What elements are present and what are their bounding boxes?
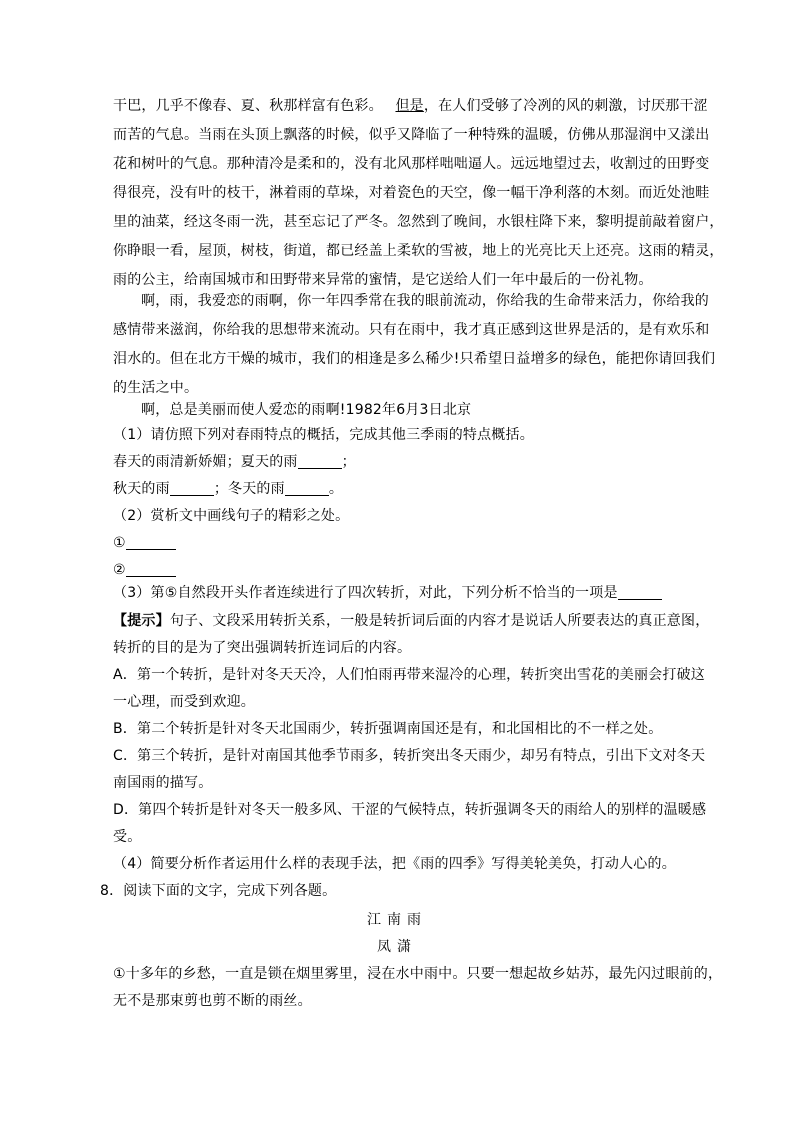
circled-number-1: ① [113, 535, 126, 551]
question-4-prompt: （4）简要分析作者运用什么样的表现手法，把《雨的四季》写得美轮美奂，打动人心的。 [113, 856, 676, 872]
answer-blank-q2-1[interactable] [126, 533, 176, 550]
passage-line-4: 得很亮，没有叶的枝干，淋着雨的草垛，对着瓷色的天空，像一幅干净利落的木刻。而近处池畦 [113, 185, 710, 201]
section-8-prompt: 8．阅读下面的文字，完成下列各题。 [100, 883, 337, 899]
answer-blank-q3[interactable] [618, 583, 662, 600]
paragraph-2-line-2: 感情带来滋润，你给我的思想带来流动。只有在雨中，我才真正感到这世界是活的，是有欢乐和 [113, 322, 710, 338]
paragraph-3-line-1: 啊，总是美丽而使人爱恋的雨啊!1982年6月3日北京 [141, 402, 472, 418]
article-author: 凤潇 [377, 939, 417, 955]
paragraph-2-line-4: 的生活之中。 [113, 380, 199, 396]
option-d-line-2: 受。 [113, 829, 142, 845]
underlined-sentence: 但是 [395, 98, 424, 114]
passage-line-6: 你睁眼一看，屋顶，树枝，街道，都已经盖上柔软的雪被，地上的光亮比天上还亮。这雨的精灵， [113, 243, 724, 259]
option-c-line-2: 南国雨的描写。 [113, 775, 213, 791]
option-a-line-2: 一心理，而受到欢迎。 [113, 694, 255, 710]
article-title: 江南雨 [367, 912, 427, 928]
circled-number-2: ② [113, 562, 126, 578]
option-a-line-1: A．第一个转折，是针对冬天天冷，人们怕雨再带来湿冷的心理，转折突出雪花的美丽会打破这 [113, 667, 705, 683]
question-text: ； [341, 454, 356, 470]
answer-blank-q2-2[interactable] [126, 560, 176, 577]
question-text: （3）第⑤自然段开头作者连续进行了四次转折，对此，下列分析不恰当的一项是 [113, 585, 618, 601]
question-1-prompt: （1）请仿照下列对春雨特点的概括，完成其他三季雨的特点概括。 [113, 427, 534, 443]
hint-line-2: 转折的目的是为了突出强调转折连词后的内容。 [113, 640, 412, 656]
question-2-answer-1 [113, 529, 176, 558]
passage-line-3: 花和树叶的气息。那种清冷是柔和的，没有北风那样咄咄逼人。远远地望过去，收割过的田野变 [113, 156, 710, 172]
question-text: 春天的雨清新娇媚；夏天的雨 [113, 454, 298, 470]
paragraph-2-line-3: 泪水的。但在北方干燥的城市，我们的相逢是多么稀少!只希望日益增多的绿色，能把你请回我们 [113, 351, 716, 367]
passage-line-5: 里的油菜，经这冬雨一洗，甚至忘记了严冬。忽然到了晚间，水银柱降下来，黎明提前敲着窗户， [113, 214, 724, 230]
question-text: ；冬天的雨 [213, 481, 285, 497]
passage-line-1 [113, 92, 708, 121]
article-paragraph-1-line-2: 无不是那束剪也剪不断的雨丝。 [113, 993, 312, 1009]
option-b-line-1: B．第二个转折是针对冬天北国雨少，转折强调南国还是有，和北国相比的不一样之处。 [113, 721, 663, 737]
option-d-line-1: D．第四个转折是针对冬天一般多风、干涩的气候特点，转折强调冬天的雨给人的别样的温暖感 [113, 802, 707, 818]
answer-blank-summer[interactable] [298, 452, 342, 469]
question-1-line-2 [113, 475, 343, 504]
passage-line-2: 而苦的气息。当雨在头顶上飘落的时候，似乎又降临了一种特殊的温暖，仿佛从那湿润中又漾出 [113, 127, 710, 143]
passage-line-7: 雨的公主，给南国城市和田野带来异常的蜜情，是它送给人们一年中最后的一份礼物。 [113, 272, 653, 288]
answer-blank-autumn[interactable] [170, 479, 214, 496]
question-2-prompt: （2）赏析文中画线句子的精彩之处。 [113, 508, 350, 524]
hint-line-1 [113, 607, 709, 636]
passage-text: ，在人们受够了冷冽的风的刺激，讨厌那干涩 [423, 98, 708, 114]
question-text: 。 [328, 481, 344, 497]
hint-text: 句子、文段采用转折关系，一般是转折词后面的内容才是说话人所要表达的真正意图， [169, 613, 710, 629]
paragraph-2-line-1: 啊，雨，我爱恋的雨啊，你一年四季常在我的眼前流动，你给我的生命带来活力，你给我的 [141, 293, 709, 309]
answer-blank-winter[interactable] [285, 479, 329, 496]
question-1-line-1 [113, 448, 356, 477]
question-3-prompt [113, 579, 662, 608]
question-text: 秋天的雨 [113, 481, 170, 497]
option-c-line-1: C．第三个转折，是针对南国其他季节雨多，转折突出冬天雨少，却另有特点，引出下文对冬天 [113, 748, 706, 764]
hint-label: 【提示】 [113, 613, 170, 629]
passage-text: 干巴，几乎不像春、夏、秋那样富有色彩。 [113, 98, 383, 114]
article-paragraph-1-line-1: ①十多年的乡愁，一直是锁在烟里雾里，浸在水中雨中。只要一想起故乡姑苏，最先闪过眼前的， [113, 966, 723, 982]
